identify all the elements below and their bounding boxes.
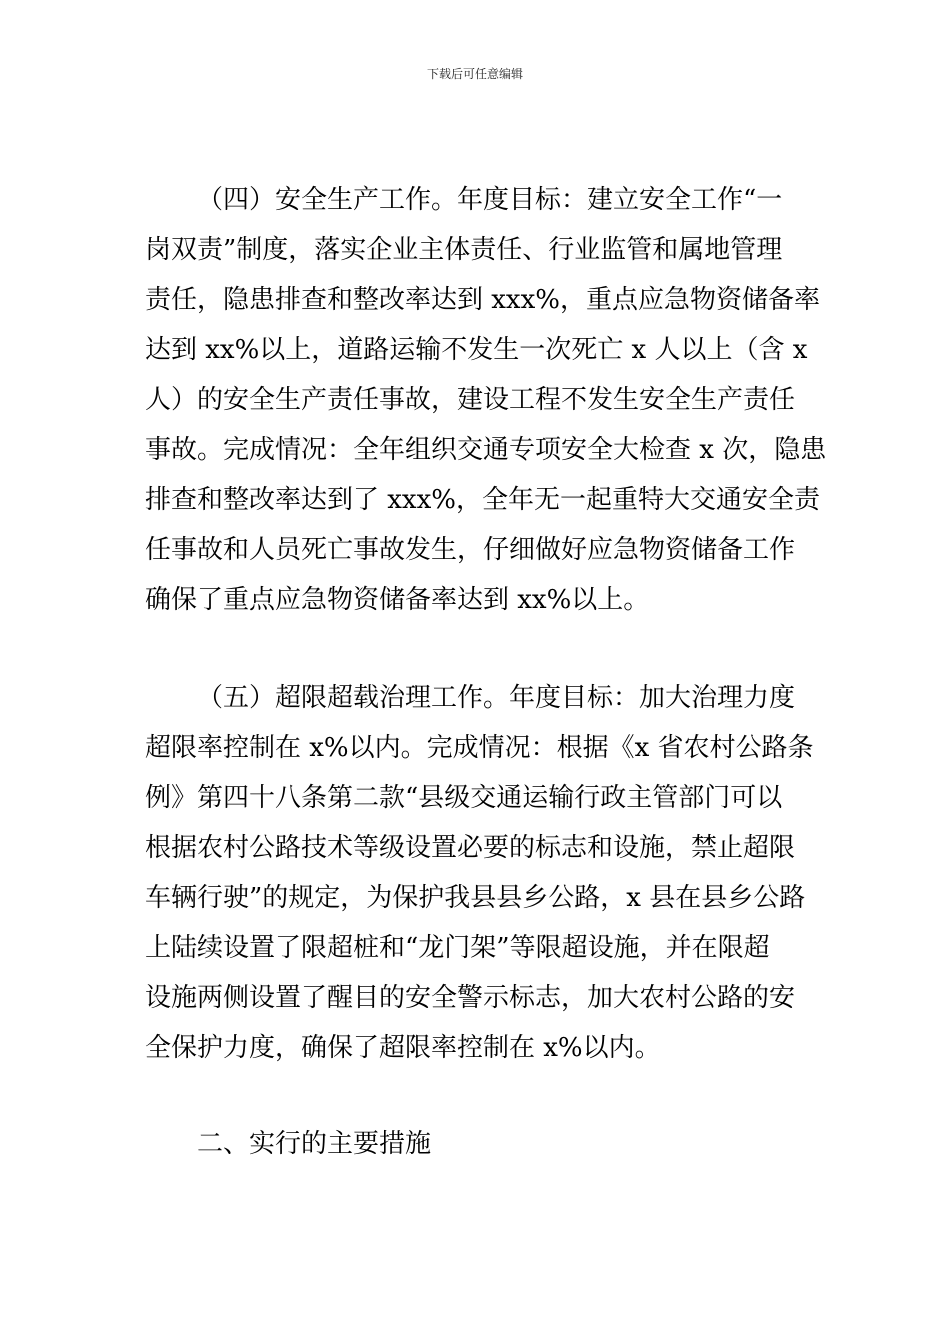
paragraph-line: 排查和整改率达到了 xxx%，全年无一起重特大交通安全责 [145,485,820,515]
paragraph-line: （四）安全生产工作。年度目标：建立安全工作“一 [197,185,783,215]
paragraph-line: 事故。完成情况：全年组织交通专项安全大检查 x 次，隐患 [145,435,827,465]
paragraph-line: 超限率控制在 x%以内。完成情况：根据《x 省农村公路条 [145,733,814,763]
paragraph-line: 确保了重点应急物资储备率达到 xx%以上。 [145,585,650,615]
paragraph-line: 责任，隐患排查和整改率达到 xxx%，重点应急物资储备率 [145,285,820,315]
paragraph-line: 上陆续设置了限超桩和“龙门架”等限超设施，并在限超 [145,933,770,963]
paragraph-line: 根据农村公路技术等级设置必要的标志和设施，禁止超限 [145,833,796,863]
paragraph-line: 例》第四十八条第二款“县级交通运输行政主管部门可以 [145,783,783,813]
paragraph-line: 设施两侧设置了醒目的安全警示标志，加大农村公路的安 [145,983,796,1013]
paragraph-line: 岗双责”制度，落实企业主体责任、行业监管和属地管理 [145,235,783,265]
paragraph-line: 任事故和人员死亡事故发生，仔细做好应急物资储备工作 [145,535,796,565]
page-header: 下载后可任意编辑 [426,67,523,81]
paragraph-line: 人）的安全生产责任事故，建设工程不发生安全生产责任 [145,385,796,415]
paragraph-line: 车辆行驶”的规定，为保护我县县乡公路，x 县在县乡公路 [145,883,806,913]
paragraph-line: （五）超限超载治理工作。年度目标：加大治理力度 [197,683,796,713]
paragraph-line: 达到 xx%以上，道路运输不发生一次死亡 x 人以上（含 x [145,335,808,365]
paragraph-line: 全保护力度，确保了超限率控制在 x%以内。 [145,1033,661,1063]
section-heading: 二、实行的主要措施 [197,1129,432,1159]
